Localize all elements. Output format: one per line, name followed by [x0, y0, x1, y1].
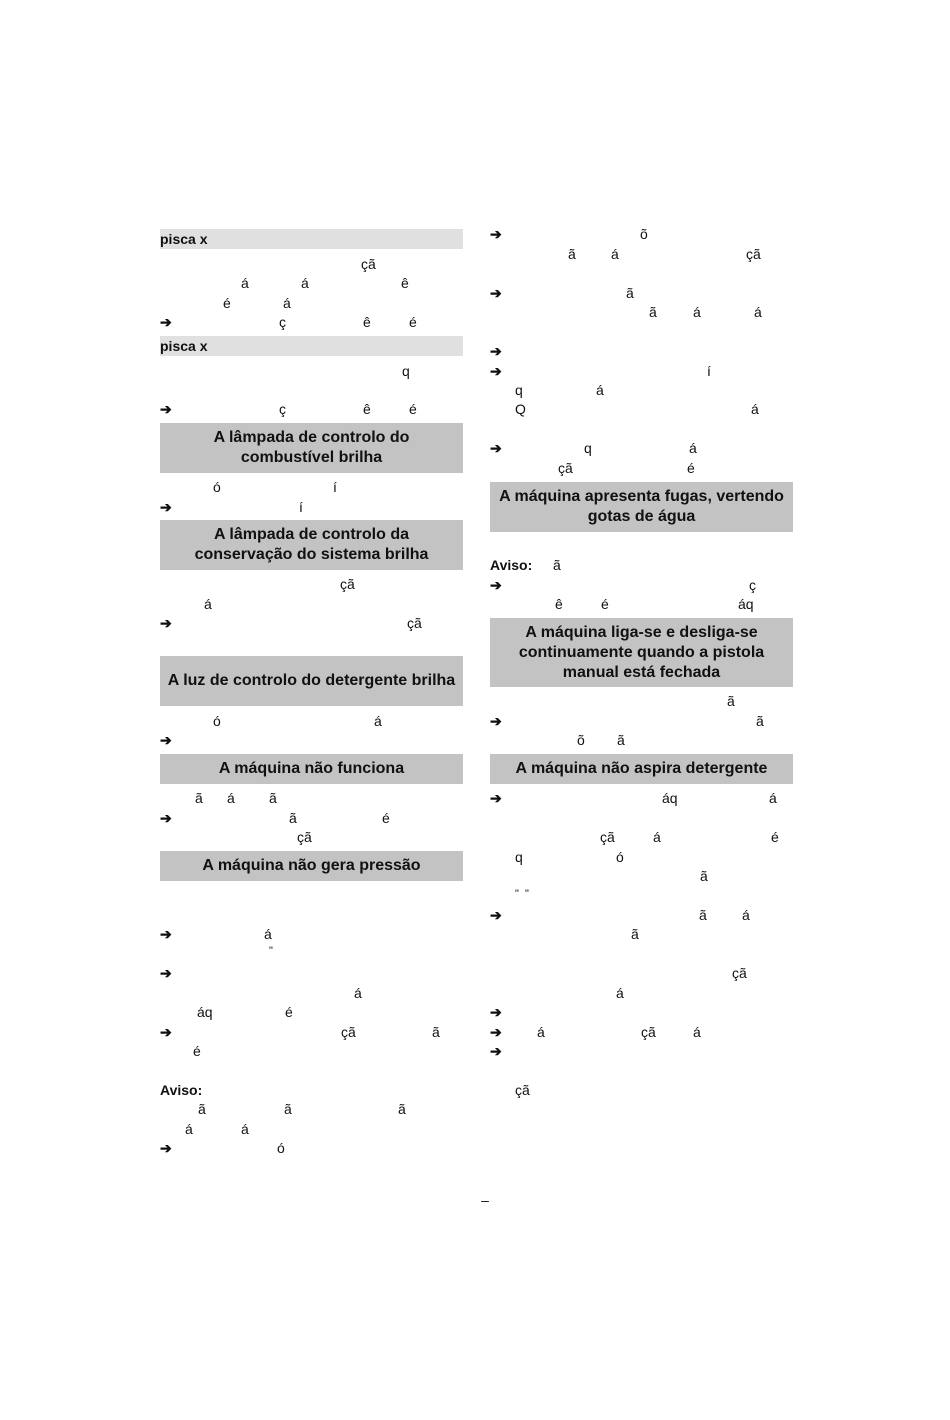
text-fragment: á	[596, 382, 604, 398]
arrow-icon: ➔	[490, 713, 502, 729]
heading-leaking: A máquina apresenta fugas, vertendo gotas de água	[490, 482, 793, 532]
text-fragment: " "	[515, 888, 529, 900]
text-fragment: õ	[577, 732, 585, 748]
text-fragment: çã	[515, 1082, 530, 1098]
text-fragment: á	[537, 1024, 545, 1040]
text-fragment: é	[193, 1043, 201, 1059]
text-fragment: çã	[340, 576, 355, 592]
arrow-icon: ➔	[490, 363, 502, 379]
heading-detergent-lamp: A luz de controlo do detergente brilha	[160, 656, 463, 706]
text-fragment: á	[769, 790, 777, 806]
subheading-pisca-2: pisca x	[160, 336, 463, 356]
text-fragment: í	[333, 479, 337, 495]
text-fragment: á	[611, 246, 619, 262]
text-fragment: ã	[432, 1024, 440, 1040]
text-fragment: çã	[732, 965, 747, 981]
text-fragment: çã	[558, 460, 573, 476]
text-fragment: ã	[727, 693, 735, 709]
text-fragment: ê	[363, 401, 371, 417]
arrow-icon: ➔	[160, 926, 172, 942]
arrow-icon: ➔	[490, 577, 502, 593]
text-fragment: ã	[195, 790, 203, 806]
text-fragment: á	[693, 1024, 701, 1040]
text-fragment: ã	[699, 907, 707, 923]
text-fragment: "	[269, 945, 273, 957]
text-fragment: çã	[361, 256, 376, 272]
heading-fuel-lamp: A lâmpada de controlo do combustível brilha	[160, 423, 463, 473]
text-fragment: é	[382, 810, 390, 826]
text-fragment: ê	[555, 596, 563, 612]
arrow-icon: ➔	[490, 790, 502, 806]
text-fragment: é	[687, 460, 695, 476]
text-fragment: ã	[269, 790, 277, 806]
text-fragment: á	[754, 304, 762, 320]
arrow-icon: ➔	[490, 226, 502, 242]
arrow-icon: ➔	[160, 499, 172, 515]
text-fragment: á	[742, 907, 750, 923]
page-number: –	[481, 1192, 489, 1208]
text-fragment: ó	[277, 1140, 285, 1156]
arrow-icon: ➔	[490, 1043, 502, 1059]
text-fragment: á	[227, 790, 235, 806]
text-fragment: ã	[756, 713, 764, 729]
text-fragment: é	[285, 1004, 293, 1020]
text-fragment: á	[241, 1121, 249, 1137]
aviso-label: Aviso:	[490, 557, 533, 573]
arrow-icon: ➔	[160, 965, 172, 981]
text-fragment: ã	[626, 285, 634, 301]
text-fragment: á	[689, 440, 697, 456]
heading-switches-on-off: A máquina liga-se e desliga-se continuamente quando a pistola manual está fechada	[490, 618, 793, 687]
arrow-icon: ➔	[490, 440, 502, 456]
arrow-icon: ➔	[490, 907, 502, 923]
text-fragment: á	[653, 829, 661, 845]
text-fragment: ã	[289, 810, 297, 826]
text-fragment: çã	[341, 1024, 356, 1040]
text-fragment: é	[771, 829, 779, 845]
arrow-icon: ➔	[160, 401, 172, 417]
text-fragment: ã	[700, 868, 708, 884]
text-fragment: ã	[617, 732, 625, 748]
arrow-icon: ➔	[490, 1024, 502, 1040]
subheading-pisca-1: pisca x	[160, 229, 463, 249]
text-fragment: q	[515, 849, 523, 865]
text-fragment: é	[409, 401, 417, 417]
heading-no-detergent-suction: A máquina não aspira detergente	[490, 754, 793, 784]
text-fragment: çã	[407, 615, 422, 631]
text-fragment: í	[707, 363, 711, 379]
text-fragment: é	[601, 596, 609, 612]
arrow-icon: ➔	[490, 285, 502, 301]
text-fragment: çã	[641, 1024, 656, 1040]
text-fragment: é	[223, 295, 231, 311]
text-fragment: çã	[297, 829, 312, 845]
arrow-icon: ➔	[490, 343, 502, 359]
arrow-icon: ➔	[160, 1140, 172, 1156]
text-fragment: í	[299, 499, 303, 515]
text-fragment: ã	[631, 926, 639, 942]
text-fragment: á	[241, 275, 249, 291]
text-fragment: q	[515, 382, 523, 398]
text-fragment: á	[204, 596, 212, 612]
text-fragment: ó	[213, 479, 221, 495]
text-fragment: çã	[600, 829, 615, 845]
text-fragment: ã	[198, 1101, 206, 1117]
arrow-icon: ➔	[160, 1024, 172, 1040]
text-fragment: ó	[213, 713, 221, 729]
text-fragment: ê	[363, 314, 371, 330]
text-fragment: áq	[662, 790, 678, 806]
text-fragment: á	[354, 985, 362, 1001]
text-fragment: çã	[746, 246, 761, 262]
text-fragment: á	[185, 1121, 193, 1137]
text-fragment: q	[402, 363, 410, 379]
text-fragment: ç	[279, 401, 286, 417]
arrow-icon: ➔	[160, 314, 172, 330]
text-fragment: ã	[398, 1101, 406, 1117]
arrow-icon: ➔	[160, 615, 172, 631]
heading-machine-not-working: A máquina não funciona	[160, 754, 463, 784]
text-fragment: ã	[553, 557, 561, 573]
text-fragment: á	[264, 926, 272, 942]
arrow-icon: ➔	[160, 732, 172, 748]
text-fragment: ó	[616, 849, 624, 865]
heading-no-pressure: A máquina não gera pressão	[160, 851, 463, 881]
text-fragment: á	[616, 985, 624, 1001]
text-fragment: ç	[279, 314, 286, 330]
text-fragment: á	[693, 304, 701, 320]
aviso-label: Aviso:	[160, 1082, 203, 1098]
text-fragment: Q	[515, 401, 526, 417]
arrow-icon: ➔	[490, 1004, 502, 1020]
text-fragment: á	[301, 275, 309, 291]
text-fragment: á	[751, 401, 759, 417]
text-fragment: á	[283, 295, 291, 311]
text-fragment: õ	[640, 226, 648, 242]
text-fragment: áq	[197, 1004, 213, 1020]
text-fragment: q	[584, 440, 592, 456]
text-fragment: á	[374, 713, 382, 729]
text-fragment: ã	[284, 1101, 292, 1117]
text-fragment: é	[409, 314, 417, 330]
text-fragment: ê	[401, 275, 409, 291]
text-fragment: ã	[649, 304, 657, 320]
heading-maintenance-lamp: A lâmpada de controlo da conservação do sistema brilha	[160, 520, 463, 570]
arrow-icon: ➔	[160, 810, 172, 826]
text-fragment: ã	[568, 246, 576, 262]
text-fragment: ç	[749, 577, 756, 593]
text-fragment: áq	[738, 596, 754, 612]
